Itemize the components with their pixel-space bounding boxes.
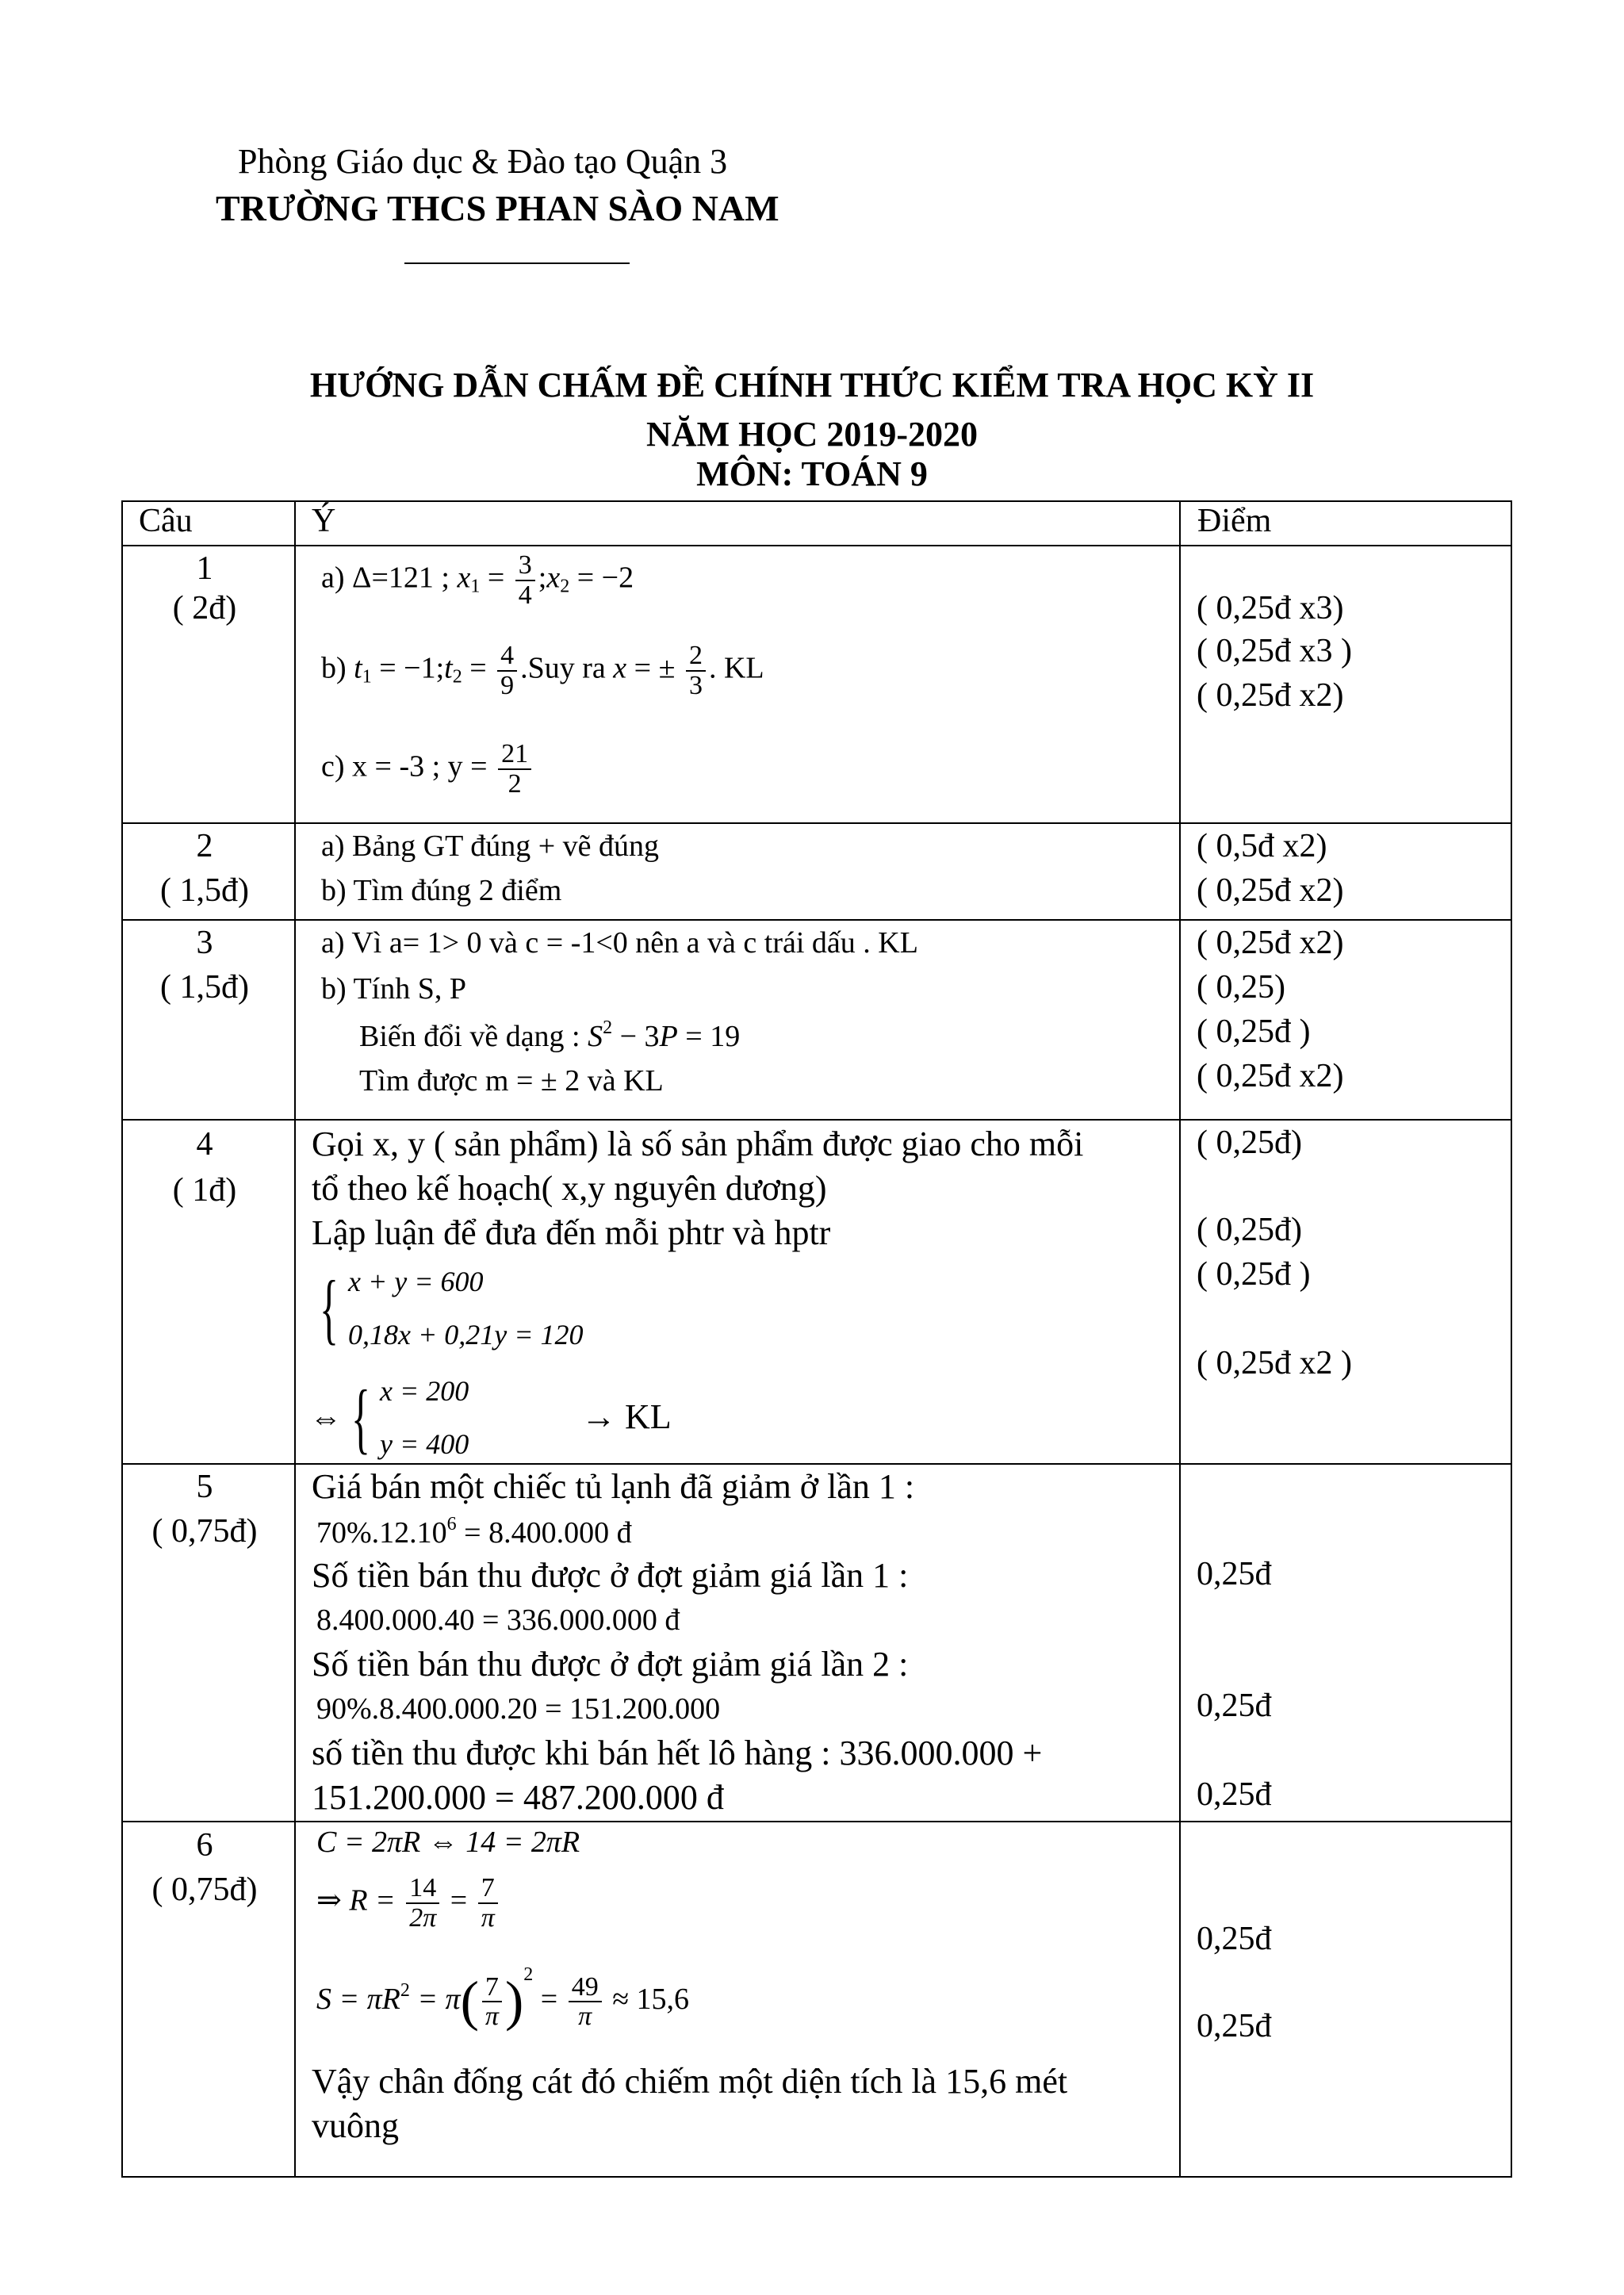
header-cau: Câu <box>139 503 193 539</box>
school-name: TRƯỜNG THCS PHAN SÀO NAM <box>216 188 779 228</box>
answer-3a: a) Vì a= 1> 0 và c = -1<0 nên a và c trái dấu . KL <box>321 926 918 960</box>
col-divider <box>294 500 296 2178</box>
answer-3c: Biến đổi về dạng : $S^2 - 3P = 19$ <box>359 1017 741 1053</box>
department-name: Phòng Giáo dục & Đào tạo Quận 3 <box>238 142 728 181</box>
answer-5-expr: 90%.8.400.000.20 = 151.200.000 <box>316 1692 721 1726</box>
row-divider <box>121 1119 1512 1121</box>
score: ( 0,25đ x2) <box>1197 872 1344 909</box>
score: ( 0,25đ x2) <box>1197 1058 1344 1094</box>
answer-4-line: Lập luận để đưa đến mỗi phtr và hptr <box>312 1213 831 1252</box>
question-number: 4 <box>196 1126 213 1163</box>
question-points: ( 1,5đ) <box>160 872 249 909</box>
answer-5-line: 151.200.000 = 487.200.000 đ <box>312 1778 724 1817</box>
answer-6-line: vuông <box>312 2106 399 2145</box>
answer-5-line: số tiền thu được khi bán hết lô hàng : 336.000.000 + <box>312 1734 1043 1772</box>
answer-2a: a) Bảng GT đúng + vẽ đúng <box>321 829 659 863</box>
header-diem: Điểm <box>1197 503 1272 539</box>
score: ( 0,25đ x3) <box>1197 590 1344 626</box>
question-points: ( 1,5đ) <box>160 969 249 1006</box>
answer-6-expr: $S = \pi R^2 = \pi$( $\frac{7}{\pi}$ )$^2$ = $\frac{49}{\pi}$ ≈ 15,6 <box>316 1964 690 2033</box>
score: ( 0,25đ x2) <box>1197 677 1344 714</box>
score: ( 0,25) <box>1197 969 1285 1006</box>
answer-5-line: Số tiền bán thu được ở đợt giảm giá lần 2 : <box>312 1645 909 1684</box>
answer-6-expr: C = 2πR ⇔ 14 = 2πR <box>316 1826 580 1859</box>
answer-5-line: Giá bán một chiếc tủ lạnh đã giảm ở lần 1 : <box>312 1467 915 1506</box>
score: ( 0,25đ x3 ) <box>1197 633 1352 669</box>
score: 0,25đ <box>1197 1688 1272 1724</box>
answer-5-expr: 8.400.000.40 = 336.000.000 đ <box>316 1603 680 1637</box>
row-divider <box>121 822 1512 824</box>
score: ( 0,25đ) <box>1197 1125 1302 1161</box>
question-number: 2 <box>196 828 213 864</box>
score: ( 0,25đ ) <box>1197 1013 1311 1050</box>
conclusion: → KL <box>581 1397 672 1436</box>
header-divider <box>404 262 630 264</box>
question-points: ( 0,75đ) <box>151 1513 258 1550</box>
score: 0,25đ <box>1197 2008 1272 2044</box>
score: ( 0,25đ x2 ) <box>1197 1345 1352 1381</box>
score: ( 0,5đ x2) <box>1197 828 1327 864</box>
score: ( 0,25đ x2) <box>1197 925 1344 961</box>
question-number: 3 <box>196 925 213 961</box>
row-divider <box>121 545 1512 546</box>
subject: MÔN: TOÁN 9 <box>696 454 928 493</box>
answer-6-expr: ⇒ R = $\frac{14}{2\pi}$ = $\frac{7}{\pi}$ <box>316 1874 501 1932</box>
doc-title: HƯỚNG DẪN CHẤM ĐỀ CHÍNH THỨC KIỂM TRA HỌC KỲ II <box>309 366 1315 404</box>
grading-table <box>121 500 1512 2178</box>
school-year: NĂM HỌC 2019-2020 <box>646 415 978 454</box>
score: 0,25đ <box>1197 1921 1272 1957</box>
answer-4-line: Gọi x, y ( sản phẩm) là số sản phẩm được giao cho mỗi <box>312 1125 1084 1163</box>
question-points: ( 1đ) <box>172 1172 237 1209</box>
header-y: Ý <box>312 503 336 539</box>
question-number: 1 <box>196 550 213 587</box>
answer-4-line: tổ theo kế hoạch( x,y nguyên dương) <box>312 1169 827 1208</box>
answer-1b: b) $t_1$ = $-1;t_2$ = $\frac{4}{9}$ .Suy ra x = ± $\frac{2}{3}$ . KL <box>321 641 764 700</box>
score: 0,25đ <box>1197 1556 1272 1592</box>
score: ( 0,25đ) <box>1197 1212 1302 1248</box>
score: 0,25đ <box>1197 1776 1272 1813</box>
answer-5-expr: $70\%.12.10^6 = 8.400.000$ đ <box>316 1514 632 1550</box>
score: ( 0,25đ ) <box>1197 1256 1311 1293</box>
answer-2b: b) Tìm đúng 2 điểm <box>321 874 562 907</box>
row-divider <box>121 1821 1512 1822</box>
question-number: 5 <box>196 1469 213 1505</box>
answer-5-line: Số tiền bán thu được ở đợt giảm giá lần 1 : <box>312 1556 909 1595</box>
equation-system: { x + y = 600 0,18x + 0,21y = 120 <box>320 1263 584 1352</box>
answer-3d: Tìm được m = ± 2 và KL <box>359 1064 664 1098</box>
answer-1c: c) x = -3 ; y = $\frac{21}{2}$ <box>321 740 534 798</box>
col-divider <box>1179 500 1181 2178</box>
question-number: 6 <box>196 1827 213 1864</box>
question-points: ( 2đ) <box>172 590 237 626</box>
solution-system: ⇔ { x = 200 y = 400 <box>310 1373 469 1462</box>
row-divider <box>121 919 1512 921</box>
answer-6-line: Vậy chân đống cát đó chiếm một diện tích là 15,6 mét <box>312 2062 1068 2101</box>
answer-3b: b) Tính S, P <box>321 972 467 1006</box>
question-points: ( 0,75đ) <box>151 1872 258 1908</box>
answer-1a: a) Δ=121 ; $x_1$ = $\frac{3}{4}$ $;x_2 = -2$ <box>321 550 634 610</box>
